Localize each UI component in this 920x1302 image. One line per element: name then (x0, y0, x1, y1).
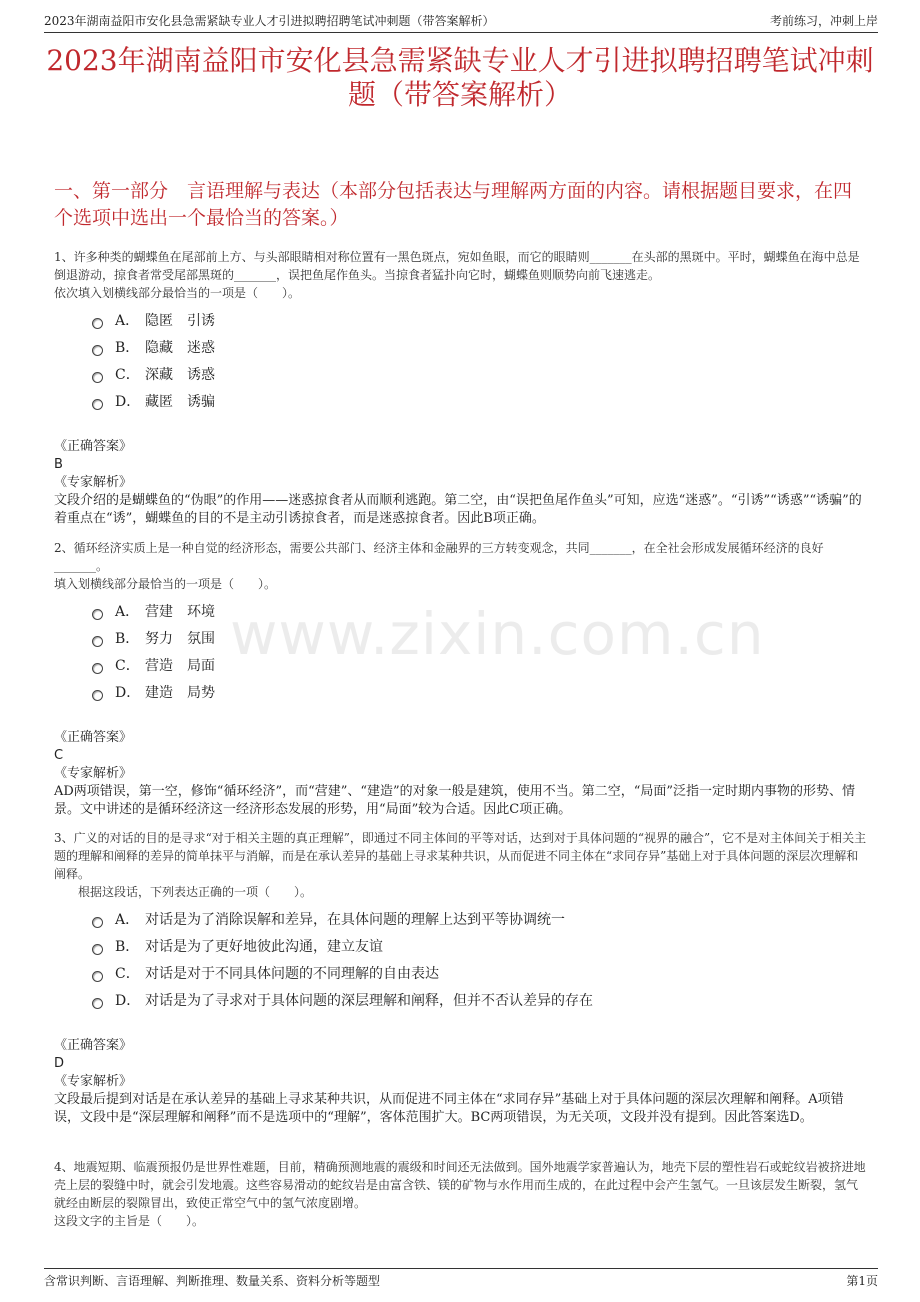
radio-icon[interactable] (92, 944, 103, 955)
radio-icon[interactable] (92, 609, 103, 620)
answer-label: 《正确答案》 (54, 439, 133, 454)
answer-label: 《正确答案》 (54, 1038, 133, 1053)
radio-icon[interactable] (92, 917, 103, 928)
option-d[interactable]: D． 建造 局势 (92, 680, 868, 707)
question-4 (54, 1158, 868, 1230)
analysis-text: 文段介绍的是蝴蝶鱼的“伪眼”的作用——迷惑掠食者从而顺利逃跑。第二空，由“误把鱼尾作鱼头”可知，应选“迷惑”。“引诱”“诱惑”“诱骗”的着重点在“诱”，蝴蝶鱼的目的不是主动引诱掠食者，而是迷惑掠食者。因此B项正确。 (54, 493, 862, 526)
analysis-label: 《专家解析》 (54, 766, 133, 781)
question-stem: 3、广义的对话的目的是寻求“对于相关主题的真正理解”，即通过不同主体间的平等对话，达到对于具体问题的“视界的融合”，它不是对主体间关于相关主题的理解和阐释的差异的简单抹平与消解，而是在承认差异的基础上寻求某种共识，从而促进不同主体在“求同存异”基础上对于具体问题的深层次理解和阐释。 (54, 831, 867, 881)
question-1 (54, 248, 868, 528)
question-prompt: 依次填入划横线部分最恰当的一项是（ ）。 (54, 286, 301, 300)
option-list (92, 907, 868, 1015)
answer-label: 《正确答案》 (54, 730, 133, 745)
option-list (92, 308, 868, 416)
option-b[interactable]: B． 努力 氛围 (92, 626, 868, 653)
question-stem: 2、循环经济实质上是一种自觉的经济形态，需要公共部门、经济主体和金融界的三方转变观念，共同_______，在全社会形成发展循环经济的良好_______。 (54, 541, 824, 573)
option-c[interactable]: C． 对话是对于不同具体问题的不同理解的自由表达 (92, 961, 868, 988)
answer-block (54, 729, 868, 819)
footer-left-text: 含常识判断、言语理解、判断推理、数量关系、资料分析等题型 (44, 1274, 381, 1288)
header-right-text: 考前练习，冲刺上岸 (769, 14, 878, 28)
answer-block (54, 438, 868, 528)
option-list (92, 599, 868, 707)
analysis-label: 《专家解析》 (54, 1074, 133, 1089)
option-b[interactable]: B． 隐藏 迷惑 (92, 335, 868, 362)
section-heading: 一、第一部分 言语理解与表达（本部分包括表达与理解两方面的内容。请根据题目要求，在四个选项中选出一个最恰当的答案。） (54, 180, 853, 229)
option-a[interactable]: A． 隐匿 引诱 (92, 308, 868, 335)
radio-icon[interactable] (92, 663, 103, 674)
option-d[interactable]: D． 对话是为了寻求对于具体问题的深层理解和阐释，但并不否认差异的存在 (92, 988, 868, 1015)
option-b[interactable]: B． 对话是为了更好地彼此沟通，建立友谊 (92, 934, 868, 961)
radio-icon[interactable] (92, 372, 103, 383)
option-a[interactable]: A． 营建 环境 (92, 599, 868, 626)
option-d[interactable]: D． 藏匿 诱骗 (92, 389, 868, 416)
radio-icon[interactable] (92, 318, 103, 329)
watermark: www.zixin.com.cn (230, 600, 765, 668)
analysis-text: AD两项错误，第一空，修饰“循环经济”，而“营建”、“建造”的对象一般是建筑，使用不当。第二空，“局面”泛指一定时期内事物的形势、情景。文中讲述的是循环经济这一经济形态发展的形势，用“局面”较为合适。因此C项正确。 (54, 784, 855, 817)
radio-icon[interactable] (92, 636, 103, 647)
question-3 (54, 829, 868, 1127)
header-left-text: 2023年湖南益阳市安化县急需紧缺专业人才引进拟聘招聘笔试冲刺题（带答案解析） (44, 14, 495, 28)
answer-value: D (54, 1056, 65, 1071)
question-2 (54, 539, 868, 819)
page-footer (44, 1268, 878, 1292)
question-prompt: 填入划横线部分最恰当的一项是（ ）。 (54, 577, 277, 591)
question-prompt: 根据这段话，下列表达正确的一项（ ）。 (78, 885, 313, 899)
question-prompt: 这段文字的主旨是（ ）。 (54, 1214, 205, 1228)
option-c[interactable]: C． 营造 局面 (92, 653, 868, 680)
radio-icon[interactable] (92, 998, 103, 1009)
answer-value: B (54, 457, 63, 472)
radio-icon[interactable] (92, 345, 103, 356)
option-c[interactable]: C． 深藏 诱惑 (92, 362, 868, 389)
question-stem: 4、地震短期、临震预报仍是世界性难题，目前，精确预测地震的震级和时间还无法做到。国外地震学家普遍认为，地壳下层的塑性岩石或蛇纹岩被挤进地壳上层的裂缝中时，就会引发地震。这些容易滑动的蛇纹岩是由富含铁、镁的矿物与水作用而生成的，在此过程中会产生氢气。一旦该层发生断裂，氢气就经由断层的裂隙冒出，致使正常空气中的氢气浓度剧增。 (54, 1160, 866, 1210)
document-title: 2023年湖南益阳市安化县急需紧缺专业人才引进拟聘招聘笔试冲刺题（带答案解析） (46, 44, 874, 111)
radio-icon[interactable] (92, 399, 103, 410)
option-a[interactable]: A． 对话是为了消除误解和差异，在具体问题的理解上达到平等协调统一 (92, 907, 868, 934)
page-header (44, 12, 878, 33)
answer-value: C (54, 748, 64, 763)
analysis-label: 《专家解析》 (54, 475, 133, 490)
analysis-text: 文段最后提到对话是在承认差异的基础上寻求某种共识，从而促进不同主体在“求同存异”基础上对于具体问题的深层次理解和阐释。A项错误，文段中是“深层理解和阐释”而不是选项中的“理解”，客体范围扩大。BC两项错误，为无关项，文段并没有提到。因此答案选D。 (54, 1092, 844, 1125)
page-number: 第1页 (846, 1274, 878, 1288)
radio-icon[interactable] (92, 690, 103, 701)
answer-block (54, 1037, 868, 1127)
question-stem: 1、许多种类的蝴蝶鱼在尾部前上方、与头部眼睛相对称位置有一黑色斑点，宛如鱼眼，而它的眼睛则_______在头部的黑斑中。平时，蝴蝶鱼在海中总是倒退游动，掠食者常受尾部黑斑的_______，误把鱼尾作鱼头。当掠食者猛扑向它时，蝴蝶鱼则顺势向前飞速逃走。 (54, 250, 860, 282)
radio-icon[interactable] (92, 971, 103, 982)
